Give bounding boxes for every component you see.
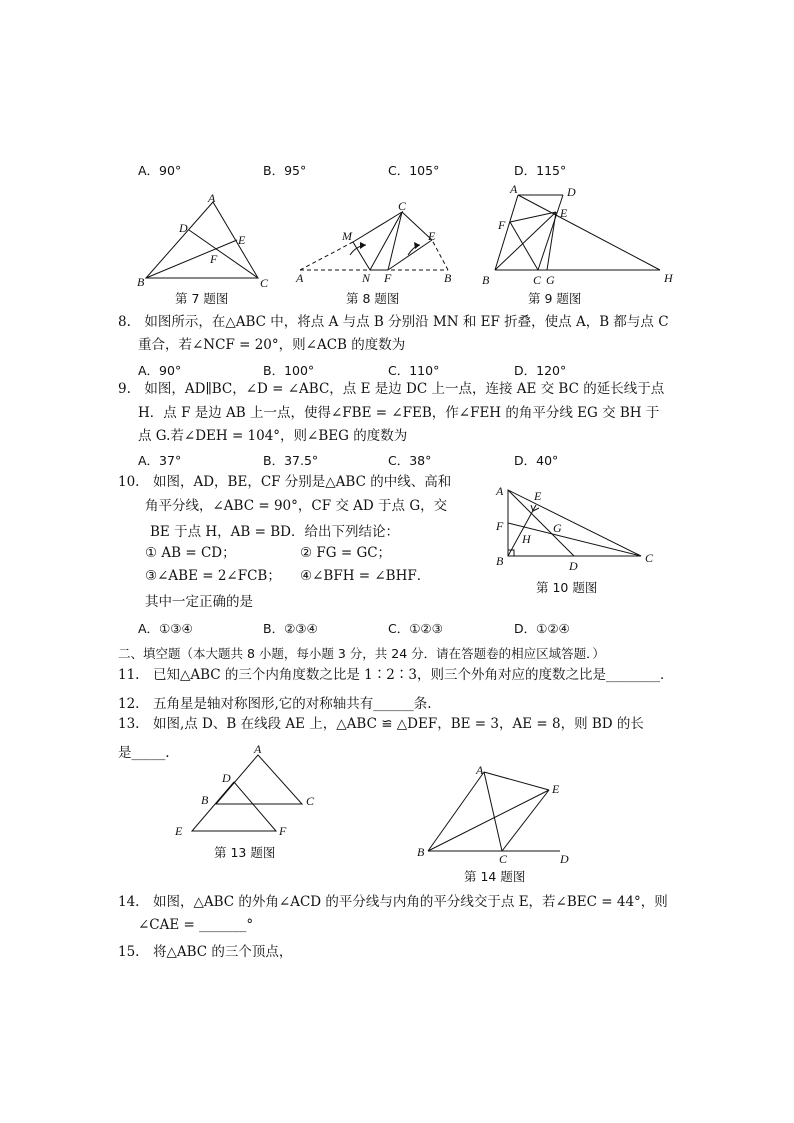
q8-line-2: 重合，若∠NCF = 20°，则∠ACB 的度数为 <box>138 337 406 353</box>
q10-conclusion-3: ③∠ABE = 2∠FCB； <box>145 568 281 584</box>
label-D: D <box>567 185 576 199</box>
label-A: A <box>296 271 304 285</box>
label-H: H <box>664 271 673 285</box>
q9-option-c: C．38° <box>388 453 432 468</box>
figure-13-caption: 第 13 题图 <box>214 845 276 860</box>
label-D: D <box>569 559 578 573</box>
q10-option-c: C．①②③ <box>388 621 443 636</box>
label-E: E <box>560 206 568 220</box>
label-C: C <box>533 273 542 287</box>
label-A: A <box>254 742 262 756</box>
label-F: F <box>384 271 392 285</box>
label-B: B <box>482 273 490 287</box>
figure-9-caption: 第 9 题图 <box>528 291 582 306</box>
q7-option-a: A．90° <box>138 163 182 178</box>
q14-line-2: ∠CAE = _______° <box>138 917 254 933</box>
label-G: G <box>553 521 562 535</box>
q7-option-b: B．95° <box>263 163 307 178</box>
label-B: B <box>201 793 209 807</box>
label-N: N <box>362 271 371 285</box>
q13-line-2: 是_____. <box>118 745 170 761</box>
q12: 12. 五角星是轴对称图形,它的对称轴共有______条. <box>118 696 432 712</box>
q9-line-3: 点 G.若∠DEH = 104°，则∠BEG 的度数为 <box>138 428 408 444</box>
label-B: B <box>417 845 425 859</box>
q10-line-2: 角平分线，∠ABC = 90°，CF 交 AD 于点 G，交 <box>145 498 448 514</box>
label-A: A <box>496 484 504 498</box>
q10-option-a: A．①③④ <box>138 621 193 636</box>
label-A: A <box>510 182 518 196</box>
q10-line-5: 其中一定正确的是 <box>145 594 253 610</box>
label-B: B <box>137 275 145 289</box>
q11: 11. 已知△ABC 的三个内角度数之比是 1∶2∶3，则三个外角对应的度数之比是________． <box>118 667 674 683</box>
q13-line-1: 13. 如图,点 D、B 在线段 AE 上，△ABC ≌ △DEF，BE = 3，AE = 8，则 BD 的长 <box>118 716 644 732</box>
q9-line-2: H．点 F 是边 AB 上一点，使得∠FBE = ∠FEB，作∠FEH 的角平分线 EG 交 BH 于 <box>138 405 660 421</box>
q10-option-b: B．②③④ <box>263 621 318 636</box>
label-C: C <box>499 852 508 866</box>
q10-conclusion-2: ② FG = GC； <box>300 545 392 561</box>
figure-8-caption: 第 8 题图 <box>346 291 400 306</box>
label-G: G <box>546 273 555 287</box>
q15: 15. 将△ABC 的三个顶点， <box>118 944 293 960</box>
label-M: M <box>342 229 352 243</box>
label-B: B <box>444 271 452 285</box>
label-D: D <box>560 852 569 866</box>
label-F: F <box>496 519 504 533</box>
label-C: C <box>398 199 407 213</box>
q8-option-c: C．110° <box>388 363 440 378</box>
label-E: E <box>428 229 436 243</box>
q10-conclusion-1: ① AB = CD； <box>145 545 236 561</box>
q10-line-1: 10. 如图，AD，BE，CF 分别是△ABC 的中线、高和 <box>118 474 452 490</box>
q9-option-a: A．37° <box>138 453 182 468</box>
q7-option-d: D．115° <box>514 163 567 178</box>
label-E: E <box>175 824 183 838</box>
label-D: D <box>179 221 188 235</box>
q8-option-b: B．100° <box>263 363 315 378</box>
label-F: F <box>210 252 218 266</box>
label-A: A <box>208 191 216 205</box>
q8-option-d: D．120° <box>514 363 567 378</box>
label-A: A <box>476 763 484 777</box>
label-C: C <box>306 794 315 808</box>
label-H: H <box>522 532 531 546</box>
label-C: C <box>645 551 654 565</box>
label-C: C <box>260 276 269 290</box>
label-E: E <box>238 233 246 247</box>
figure-7-caption: 第 7 题图 <box>175 291 229 306</box>
label-F: F <box>279 824 287 838</box>
q9-option-b: B．37.5° <box>263 453 319 468</box>
q7-option-c: C．105° <box>388 163 440 178</box>
label-E: E <box>552 782 560 796</box>
figure-10-caption: 第 10 题图 <box>536 580 598 595</box>
label-E: E <box>534 489 542 503</box>
label-B: B <box>496 554 504 568</box>
q8-line-1: 8. 如图所示，在△ABC 中，将点 A 与点 B 分别沿 MN 和 EF 折叠，使点 A，B 都与点 C <box>118 314 669 330</box>
q8-option-a: A．90° <box>138 363 182 378</box>
q14-line-1: 14. 如图，△ABC 的外角∠ACD 的平分线与内角的平分线交于点 E，若∠BEC = 44°，则 <box>118 894 668 910</box>
q10-line-3: BE 于点 H，AB = BD．给出下列结论： <box>150 524 399 540</box>
q10-conclusion-4: ④∠BFH = ∠BHF． <box>300 568 431 584</box>
section-2-heading: 二、填空题（本大题共 8 小题，每小题 3 分，共 24 分．请在答题卷的相应区域答题．） <box>118 646 605 661</box>
label-F: F <box>498 218 506 232</box>
q9-option-d: D．40° <box>514 453 559 468</box>
figure-14-caption: 第 14 题图 <box>464 869 526 884</box>
q9-line-1: 9. 如图，AD∥BC，∠D = ∠ABC，点 E 是边 DC 上一点，连接 AE 交 BC 的延长线于点 <box>118 381 665 397</box>
label-D: D <box>222 771 231 785</box>
q10-option-d: D．①②④ <box>514 621 570 636</box>
